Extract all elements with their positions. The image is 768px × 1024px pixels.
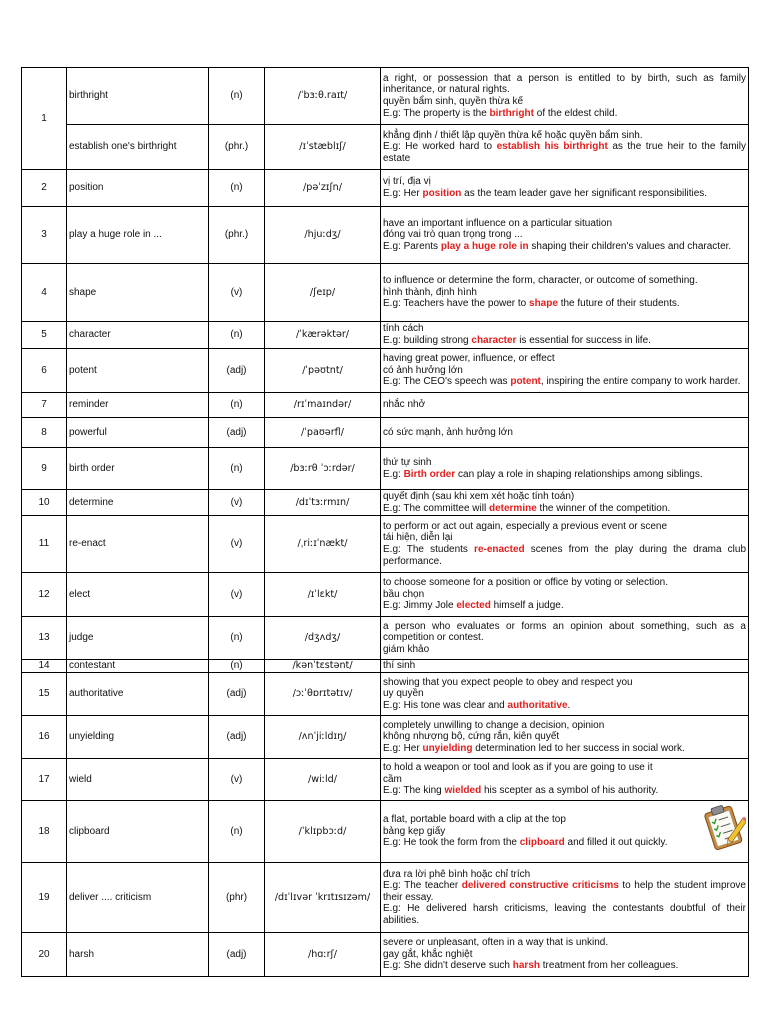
example-text: as the team leader gave her significant responsibilities. (461, 188, 708, 199)
table-row (22, 322, 749, 349)
example-text: E.g: He took the form from the (383, 837, 520, 849)
definition-line: completely unwilling to change a decision, opinion (383, 719, 605, 731)
definition-content (383, 677, 746, 712)
entry-number: 7 (22, 393, 67, 418)
pronunciation: /hɑːrʃ/ (265, 933, 381, 977)
definition-line: nhắc nhở (383, 399, 426, 411)
vocabulary-table (21, 67, 749, 977)
pronunciation: /ʃeɪp/ (265, 264, 381, 322)
vocab-word: powerful (67, 418, 209, 448)
definition-content (383, 218, 746, 253)
example-text: as the true heir to the family estate (383, 141, 747, 164)
definition-line (383, 837, 746, 849)
entry-number: 18 (22, 801, 67, 863)
entry-number: 10 (22, 490, 67, 516)
definition-line: giám khảo (383, 643, 430, 655)
pronunciation: /pəˈzɪʃn/ (265, 170, 381, 207)
table-row (22, 759, 749, 801)
definition-content (383, 869, 746, 927)
entry-number: 13 (22, 617, 67, 660)
highlighted-term: wielded (444, 785, 482, 797)
definition-line: to influence or determine the form, character, or outcome of something. (383, 275, 698, 287)
vocab-word: position (67, 170, 209, 207)
table-row (22, 264, 749, 322)
definition-content (383, 427, 746, 439)
part-of-speech: (adj) (209, 418, 265, 448)
example-text: E.g: Jimmy Jole (383, 600, 457, 612)
vocab-word: determine (67, 490, 209, 516)
definition-line: hình thành, định hình (383, 286, 477, 298)
definition-content (383, 323, 746, 346)
highlighted-term: potent (510, 376, 541, 388)
example-text: determination led to her success in social work. (472, 742, 685, 754)
example-text: E.g: (383, 468, 404, 480)
definition (381, 125, 749, 170)
pronunciation: /ˈpaʊərfl/ (265, 418, 381, 448)
example-text: E.g: Parents (383, 240, 441, 252)
definition (381, 617, 749, 660)
vocab-word: reminder (67, 393, 209, 418)
table-row (22, 207, 749, 264)
definition-line (383, 241, 746, 253)
entry-number: 19 (22, 863, 67, 933)
example-text: and filled it out quickly. (564, 837, 668, 849)
definition (381, 170, 749, 207)
pronunciation: /rɪˈmaɪndər/ (265, 393, 381, 418)
definition-line (383, 960, 746, 972)
vocab-word: birthright (67, 68, 209, 125)
table-row (22, 933, 749, 977)
part-of-speech: (adj) (209, 673, 265, 716)
definition-content (383, 577, 746, 612)
pronunciation: /ɪˈstæblɪʃ/ (265, 125, 381, 170)
highlighted-term: re-enacted (474, 544, 525, 555)
table-row (22, 863, 749, 933)
example-text: can play a role in shaping relationships among siblings. (455, 468, 703, 480)
definition-line: cầm (383, 773, 402, 785)
example-text: E.g: His tone was clear and (383, 699, 508, 711)
definition (381, 863, 749, 933)
part-of-speech: (n) (209, 322, 265, 349)
part-of-speech: (v) (209, 516, 265, 573)
example-text: of the eldest child. (533, 107, 618, 119)
vocab-word: harsh (67, 933, 209, 977)
part-of-speech: (n) (209, 393, 265, 418)
vocab-word: potent (67, 349, 209, 393)
part-of-speech: (adj) (209, 716, 265, 759)
part-of-speech: (v) (209, 759, 265, 801)
table-row (22, 660, 749, 673)
definition (381, 573, 749, 617)
vocab-word: unyielding (67, 716, 209, 759)
definition-line: to perform or act out again, especially a previous event or scene (383, 520, 668, 532)
definition-line (383, 376, 746, 388)
highlighted-term: harsh (512, 960, 540, 972)
part-of-speech: (n) (209, 801, 265, 863)
entry-number: 1 (22, 68, 67, 170)
highlighted-term: Birth order (403, 468, 456, 480)
definition-line: có ảnh hưởng lớn (383, 364, 463, 376)
table-row (22, 673, 749, 716)
table-row (22, 617, 749, 660)
example-text: . (567, 699, 571, 711)
definition-content (383, 73, 746, 119)
vocab-word: clipboard (67, 801, 209, 863)
definition-content (383, 762, 746, 797)
vocab-word: wield (67, 759, 209, 801)
vocab-word: contestant (67, 660, 209, 673)
definition-content (383, 814, 746, 849)
example-text: to help the student improve their essay. (383, 880, 746, 903)
definition-line: uy quyền (383, 688, 424, 700)
highlighted-term: unyielding (422, 742, 473, 754)
definition-line: tái hiện, diễn lại (383, 532, 453, 544)
definition-line: E.g: He delivered harsh criticisms, leaving the contestants doubtful of their abilities. (383, 903, 746, 926)
definition-line: thí sinh (383, 660, 416, 672)
example-text: scenes from the play during the drama club performance. (383, 544, 747, 567)
definition-content (383, 660, 746, 672)
definition (381, 516, 749, 573)
highlighted-term: position (422, 188, 462, 199)
vocab-word: play a huge role in ... (67, 207, 209, 264)
pronunciation: /ˈbɜːθ.raɪt/ (265, 68, 381, 125)
definition-content (383, 937, 746, 972)
definition (381, 418, 749, 448)
definition-line (383, 544, 746, 567)
table-row (22, 418, 749, 448)
definition (381, 490, 749, 516)
entry-number: 16 (22, 716, 67, 759)
example-text: , inspiring the entire company to work harder. (540, 376, 741, 388)
example-text: E.g: He worked hard to (383, 141, 497, 153)
definition (381, 322, 749, 349)
pronunciation: /dɪˈlɪvər ˈkrɪtɪsɪzəm/ (265, 863, 381, 933)
table-row (22, 448, 749, 490)
vocab-word: authoritative (67, 673, 209, 716)
pronunciation: /kənˈtɛstənt/ (265, 660, 381, 673)
example-text: E.g: The CEO's speech was (383, 376, 511, 388)
definition (381, 660, 749, 673)
example-text: E.g: Her (383, 188, 423, 199)
definition-line: to hold a weapon or tool and look as if you are going to use it (383, 762, 653, 774)
entry-number: 15 (22, 673, 67, 716)
highlighted-term: clipboard (519, 837, 565, 849)
definition-line: showing that you expect people to obey and respect you (383, 676, 633, 688)
example-text: the winner of the competition. (536, 502, 671, 514)
definition (381, 207, 749, 264)
vocab-word: re-enact (67, 516, 209, 573)
definition-line (383, 188, 746, 200)
definition-content (383, 176, 746, 199)
definition (381, 716, 749, 759)
definition-content (383, 621, 746, 656)
definition-line: thứ tự sinh (383, 456, 432, 468)
highlighted-term: shape (529, 298, 558, 310)
entry-number: 17 (22, 759, 67, 801)
definition-line (383, 880, 746, 903)
definition-line: a person who evaluates or forms an opinion about something, such as a competition or contest. (383, 620, 746, 644)
example-text: E.g: The property is the (383, 107, 490, 119)
definition-line: vị trí, địa vị (383, 176, 431, 188)
example-text: himself a judge. (490, 600, 564, 612)
example-text: his scepter as a symbol of his authority. (481, 785, 659, 797)
definition (381, 393, 749, 418)
part-of-speech: (phr) (209, 863, 265, 933)
entry-number: 6 (22, 349, 67, 393)
example-text: E.g: building strong (383, 335, 472, 346)
part-of-speech: (phr.) (209, 207, 265, 264)
entry-number: 11 (22, 516, 67, 573)
definition-line: quyết định (sau khi xem xét hoặc tính toán) (383, 490, 575, 502)
definition-line: having great power, influence, or effect (383, 353, 555, 365)
table-row (22, 716, 749, 759)
vocab-word: establish one's birthright (67, 125, 209, 170)
vocab-word: character (67, 322, 209, 349)
definition-line: bảng kẹp giấy (383, 825, 446, 837)
definition-line (383, 785, 746, 797)
definition-line (383, 335, 746, 347)
definition-content (383, 275, 746, 310)
definition-content (383, 130, 746, 165)
pronunciation: /ˌriːɪˈnækt/ (265, 516, 381, 573)
definition (381, 933, 749, 977)
part-of-speech: (phr.) (209, 125, 265, 170)
pronunciation: /dʒʌdʒ/ (265, 617, 381, 660)
definition-content (383, 353, 746, 388)
entry-number: 3 (22, 207, 67, 264)
clipboard-icon (700, 803, 746, 851)
definition-line: severe or unpleasant, often in a way that is unkind. (383, 937, 609, 949)
highlighted-term: birthright (489, 107, 534, 119)
table-row (22, 801, 749, 863)
pronunciation: /ʌnˈjiːldɪŋ/ (265, 716, 381, 759)
definition-line (383, 141, 746, 164)
highlighted-term: authoritative (507, 699, 568, 711)
entry-number: 5 (22, 322, 67, 349)
pronunciation: /ˈpəʊtnt/ (265, 349, 381, 393)
definition-line: có sức mạnh, ảnh hưởng lớn (383, 426, 513, 438)
definition (381, 68, 749, 125)
part-of-speech: (v) (209, 490, 265, 516)
vocab-word: birth order (67, 448, 209, 490)
definition (381, 759, 749, 801)
example-text: E.g: The students (383, 544, 475, 555)
definition (381, 448, 749, 490)
highlighted-term: delivered constructive criticisms (461, 880, 619, 892)
definition-line: gay gắt, khắc nghiệt (383, 948, 473, 960)
highlighted-term: play a huge role in (440, 240, 529, 252)
entry-number: 4 (22, 264, 67, 322)
part-of-speech: (v) (209, 264, 265, 322)
example-text: the future of their students. (557, 298, 680, 310)
example-text: is essential for success in life. (516, 335, 651, 346)
pronunciation: /ɪˈlɛkt/ (265, 573, 381, 617)
definition-content (383, 491, 746, 514)
definition-line: to choose someone for a position or office by voting or selection. (383, 577, 668, 589)
example-text: E.g: The committee will (383, 502, 489, 514)
definition-line: bầu chọn (383, 588, 425, 600)
entry-number: 8 (22, 418, 67, 448)
table-row (22, 573, 749, 617)
definition-line (383, 743, 746, 755)
definition (381, 349, 749, 393)
part-of-speech: (adj) (209, 933, 265, 977)
example-text: E.g: Her (383, 742, 423, 754)
highlighted-term: determine (488, 502, 537, 514)
table-row (22, 68, 749, 125)
table-row (22, 490, 749, 516)
definition-line (383, 469, 746, 481)
definition-line: đóng vai trò quan trọng trong ... (383, 229, 523, 241)
example-text: E.g: She didn't deserve such (383, 960, 513, 972)
entry-number: 2 (22, 170, 67, 207)
table-row (22, 170, 749, 207)
example-text: shaping their children's values and character. (528, 240, 732, 252)
vocab-word: judge (67, 617, 209, 660)
pronunciation: /wiːld/ (265, 759, 381, 801)
pronunciation: /ˈkærəktər/ (265, 322, 381, 349)
definition-line (383, 503, 746, 515)
part-of-speech: (adj) (209, 349, 265, 393)
entry-number: 14 (22, 660, 67, 673)
part-of-speech: (n) (209, 68, 265, 125)
definition-line: a flat, portable board with a clip at the top (383, 814, 566, 826)
entry-number: 20 (22, 933, 67, 977)
definition-content (383, 399, 746, 411)
example-text: treatment from her colleagues. (540, 960, 679, 972)
table-row (22, 349, 749, 393)
definition-line (383, 108, 746, 120)
definition-content (383, 521, 746, 567)
part-of-speech: (v) (209, 573, 265, 617)
definition (381, 264, 749, 322)
highlighted-term: elected (456, 600, 491, 612)
vocab-word: deliver .... criticism (67, 863, 209, 933)
definition-line: khẳng định / thiết lập quyền thừa kế hoặc quyền bẩm sinh. (383, 129, 643, 141)
definition-line: tính cách (383, 323, 424, 335)
entry-number: 12 (22, 573, 67, 617)
example-text: E.g: The teacher (383, 880, 462, 892)
vocab-word: shape (67, 264, 209, 322)
definition-content (383, 457, 746, 480)
definition-content (383, 720, 746, 755)
vocabulary-table-body (22, 68, 749, 977)
example-text: E.g: The king (383, 785, 445, 797)
definition-line: a right, or possession that a person is entitled to by birth, such as family inheritance, or natural rights. (383, 72, 746, 96)
highlighted-term: character (471, 335, 517, 346)
pronunciation: /hjuːdʒ/ (265, 207, 381, 264)
definition-line: have an important influence on a particular situation (383, 217, 613, 229)
definition-line: đưa ra lời phê bình hoặc chỉ trích (383, 868, 531, 880)
entry-number: 9 (22, 448, 67, 490)
pronunciation: /bɜːrθ ˈɔːrdər/ (265, 448, 381, 490)
example-text: E.g: Teachers have the power to (383, 298, 530, 310)
table-row (22, 125, 749, 170)
definition-line (383, 600, 746, 612)
definition-line: không nhượng bộ, cứng rắn, kiên quyết (383, 731, 560, 743)
definition-line: quyền bẩm sinh, quyền thừa kế (383, 96, 524, 107)
part-of-speech: (n) (209, 170, 265, 207)
pronunciation: /ɔːˈθɒrɪtətɪv/ (265, 673, 381, 716)
definition (381, 801, 749, 863)
table-row (22, 393, 749, 418)
table-row (22, 516, 749, 573)
highlighted-term: establish his birthright (496, 141, 608, 153)
vocab-word: elect (67, 573, 209, 617)
pronunciation: /ˈklɪpbɔːd/ (265, 801, 381, 863)
pronunciation: /dɪˈtɜːrmɪn/ (265, 490, 381, 516)
definition (381, 673, 749, 716)
part-of-speech: (n) (209, 448, 265, 490)
definition-line (383, 700, 746, 712)
definition-line (383, 298, 746, 310)
part-of-speech: (n) (209, 660, 265, 673)
part-of-speech: (n) (209, 617, 265, 660)
